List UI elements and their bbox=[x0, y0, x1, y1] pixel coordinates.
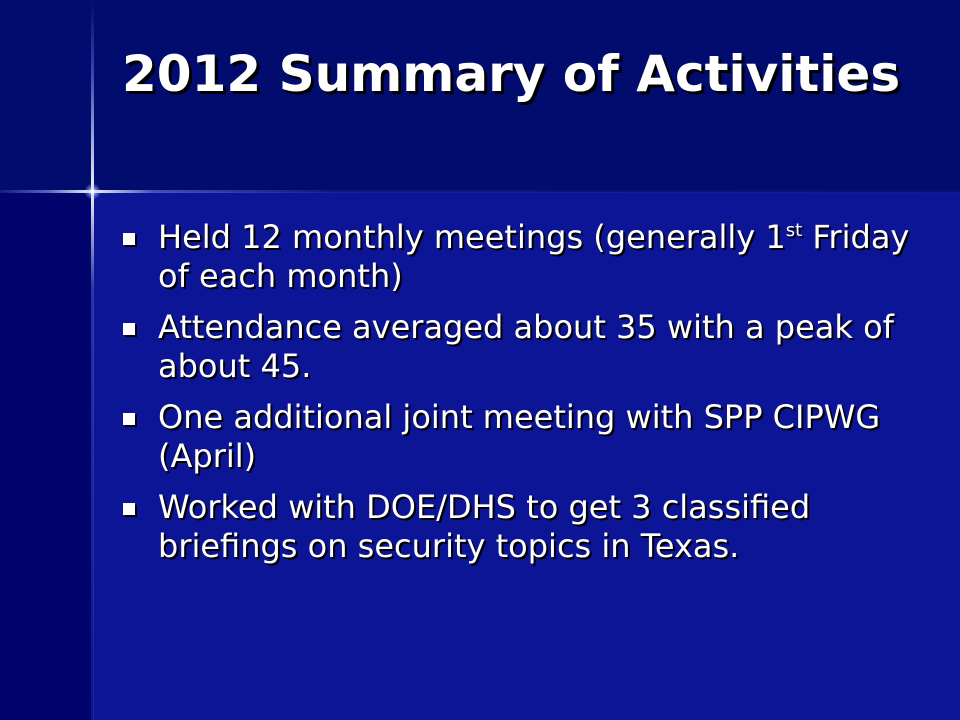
bullet-list bbox=[120, 218, 910, 578]
bullet-text: One additional joint meeting with SPP CIPWG (April) bbox=[158, 398, 881, 475]
light-flare-decoration bbox=[84, 183, 101, 200]
slide-title: 2012 Summary of Activities bbox=[122, 45, 901, 103]
horizontal-glow-line bbox=[0, 190, 960, 193]
bullet-item-attendance bbox=[120, 308, 910, 386]
square-bullet-icon bbox=[123, 413, 135, 425]
bullet-text-part: Friday of each month) bbox=[158, 218, 910, 295]
ordinal-superscript: st bbox=[785, 220, 803, 241]
square-bullet-icon bbox=[123, 233, 135, 245]
bullet-item-briefings bbox=[120, 488, 910, 566]
square-bullet-icon bbox=[123, 503, 135, 515]
bullet-item-meetings bbox=[120, 218, 910, 296]
bullet-text-part: Held 12 monthly meetings (generally 1 bbox=[158, 218, 786, 256]
bullet-text: Worked with DOE/DHS to get 3 classified briefings on security topics in Texas. bbox=[158, 488, 811, 565]
bullet-item-joint-meeting bbox=[120, 398, 910, 476]
bullet-text: Attendance averaged about 35 with a peak of about 45. bbox=[158, 308, 894, 385]
square-bullet-icon bbox=[123, 323, 135, 335]
vertical-glow-line bbox=[91, 0, 94, 720]
